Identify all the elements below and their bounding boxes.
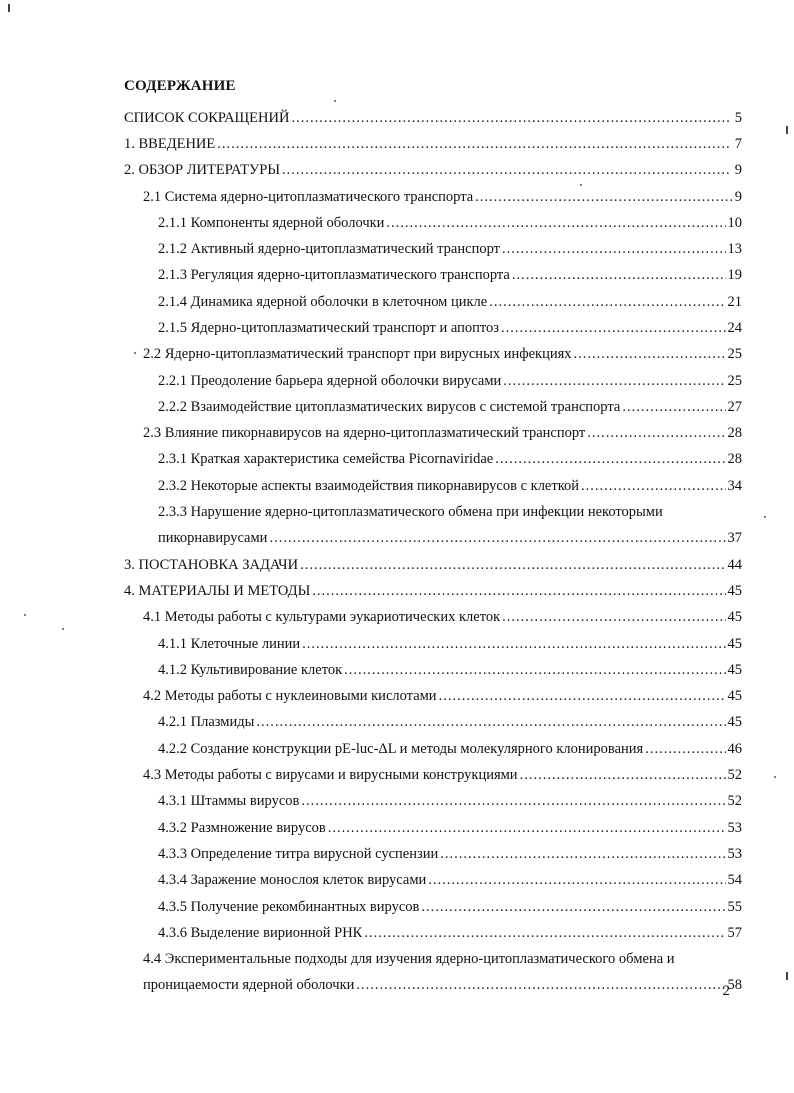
dot-leader [501, 320, 726, 337]
toc-entry-title: 2.1.4 Динамика ядерной оболочки в клеточном цикле [158, 293, 488, 310]
dot-leader [269, 530, 725, 547]
toc-entry-title: 4. МАТЕРИАЛЫ И МЕТОДЫ [124, 582, 311, 599]
toc-entry-page: 45 [727, 635, 742, 652]
toc-entry[interactable] [0, 102, 794, 128]
toc-entry-page: 37 [727, 530, 742, 547]
toc-entry-page: 28 [727, 425, 742, 442]
toc-entry-page: 58 [727, 977, 742, 994]
toc-entry-page: 45 [727, 661, 742, 678]
toc-entry-title: 2.3.2 Некоторые аспекты взаимодействия пикорнавирусов с клеткой [158, 477, 580, 494]
dot-leader [312, 583, 725, 600]
toc-entry-page: 44 [727, 556, 742, 573]
dot-leader [428, 872, 725, 889]
toc-entry[interactable] [0, 391, 794, 417]
scan-artifact [580, 184, 582, 186]
toc-entry[interactable] [0, 339, 794, 365]
toc-entry-title: 2.2.2 Взаимодействие цитоплазматических вирусов с системой транспорта [158, 398, 621, 415]
toc-entry[interactable] [0, 155, 794, 181]
toc-entry[interactable] [0, 786, 794, 812]
dot-leader [503, 373, 725, 390]
toc-entry-title: 4.3.1 Штаммы вирусов [158, 793, 300, 810]
scan-artifact [786, 972, 788, 980]
dot-leader [512, 267, 726, 284]
dot-leader [587, 425, 725, 442]
toc-entry-title: 4.3 Методы работы с вирусами и вирусными конструкциями [143, 767, 518, 784]
toc-entry-page: 53 [727, 819, 742, 836]
toc-entry-page: 28 [727, 451, 742, 468]
toc-entry-page: 21 [727, 293, 742, 310]
toc-entry-page: 55 [727, 898, 742, 915]
toc-entry[interactable] [0, 733, 794, 759]
toc-entry[interactable] [0, 654, 794, 680]
toc-entry[interactable] [0, 891, 794, 917]
page-number: 2 [722, 983, 730, 999]
toc-entry-page: 54 [727, 872, 742, 889]
toc-entry-page: 25 [727, 346, 742, 363]
toc-entry[interactable] [0, 917, 794, 943]
toc-entry[interactable] [0, 233, 794, 259]
toc-entry[interactable] [0, 470, 794, 496]
toc-entry[interactable] [0, 312, 794, 338]
dot-leader [291, 110, 730, 127]
toc-entry[interactable] [0, 838, 794, 864]
toc-entry-page: 27 [727, 398, 742, 415]
toc-entry-title: 2.2 Ядерно-цитоплазматический транспорт при вирусных инфекциях [143, 346, 572, 363]
toc-entry-title: 2.1.3 Регуляция ядерно-цитоплазматического транспорта [158, 267, 510, 284]
dot-leader [302, 636, 725, 653]
toc-heading: СОДЕРЖАНИЕ [124, 78, 236, 94]
toc-entry-title: 2.3.3 Нарушение ядерно-цитоплазматического обмена при инфекции некоторыми [158, 503, 663, 520]
dot-leader [364, 925, 725, 942]
toc-entry[interactable] [0, 759, 794, 785]
toc-entry-page: 52 [727, 767, 742, 784]
toc-entry-title: 2.3.1 Краткая характеристика семейства Picornaviridae [158, 451, 494, 468]
dot-leader [217, 136, 728, 153]
toc-entry-title: 3. ПОСТАНОВКА ЗАДАЧИ [124, 556, 299, 573]
dot-leader [282, 162, 730, 179]
toc-entry-page: 45 [727, 688, 742, 705]
toc-entry-title: 2.2.1 Преодоление барьера ядерной оболочки вирусами [158, 372, 502, 389]
toc-entry[interactable] [0, 286, 794, 312]
toc-entry-continuation: пикорнавирусами [158, 530, 268, 547]
toc-entry-page: 13 [727, 241, 742, 258]
toc-entry[interactable] [0, 418, 794, 444]
toc-entry-wrapped-line[interactable] [0, 496, 794, 522]
scan-artifact [774, 776, 776, 778]
toc-entry-title: 4.3.4 Заражение монослоя клеток вирусами [158, 872, 427, 889]
toc-entry[interactable] [0, 707, 794, 733]
toc-entry-page: 24 [727, 320, 742, 336]
scan-artifact [786, 126, 788, 134]
toc-entry-title: 4.3.2 Размножение вирусов [158, 819, 326, 836]
dot-leader [495, 451, 725, 468]
toc-entry-page: 5 [734, 109, 742, 126]
toc-entry[interactable] [0, 523, 794, 549]
dot-leader [502, 609, 725, 626]
dot-leader [475, 189, 733, 206]
toc-entry-page: 45 [727, 582, 742, 599]
dot-leader [328, 820, 726, 837]
scan-artifact [8, 4, 10, 12]
scan-artifact [334, 100, 336, 102]
toc-entry-page: 57 [727, 924, 742, 941]
toc-entry[interactable] [0, 260, 794, 286]
toc-entry[interactable] [0, 207, 794, 233]
toc-entry-page: 53 [727, 845, 742, 862]
toc-entry-title: 2.1.1 Компоненты ядерной оболочки [158, 214, 385, 231]
toc-entry-title: 2.3 Влияние пикорнавирусов на ядерно-цитоплазматический транспорт [143, 425, 586, 442]
toc-entry-title: 4.3.3 Определение титра вирусной суспензии [158, 845, 439, 862]
dot-leader [356, 977, 725, 994]
toc-entry-title: 2. ОБЗОР ЛИТЕРАТУРЫ [124, 162, 280, 179]
dot-leader [440, 846, 725, 863]
toc-entry-page: 9 [734, 162, 742, 179]
toc-entry[interactable] [0, 812, 794, 838]
scan-artifact [24, 614, 26, 616]
toc-entry-title: 2.1.2 Активный ядерно-цитоплазматический транспорт [158, 241, 500, 258]
toc-entry-title: 2.1.5 Ядерно-цитоплазматический транспорт и апоптоз [158, 320, 499, 336]
toc-entry-title: 1. ВВЕДЕНИЕ [124, 135, 216, 152]
toc-entry-page: 25 [727, 372, 742, 389]
toc-entry-page: 45 [727, 714, 742, 731]
toc-entry-title: 4.1 Методы работы с культурами эукариотических клеток [143, 609, 501, 626]
dot-leader [421, 899, 725, 916]
scan-artifact [764, 516, 766, 518]
scan-artifact [62, 628, 64, 630]
table-of-contents [0, 102, 794, 996]
dot-leader [256, 714, 725, 731]
toc-entry[interactable] [0, 865, 794, 891]
toc-entry[interactable] [0, 970, 794, 996]
toc-entry-page: 34 [727, 477, 742, 494]
toc-entry-page: 45 [727, 609, 742, 626]
toc-entry-title: 4.3.6 Выделение вирионной РНК [158, 924, 363, 941]
scan-artifact [134, 352, 136, 354]
toc-entry-title: 4.3.5 Получение рекомбинантных вирусов [158, 898, 420, 915]
toc-entry-page: 19 [727, 267, 742, 284]
toc-entry-title: 4.2.2 Создание конструкции pE-luc-ΔL и методы молекулярного клонирования [158, 740, 644, 757]
toc-entry[interactable] [0, 681, 794, 707]
dot-leader [520, 767, 726, 784]
toc-entry[interactable] [0, 575, 794, 601]
toc-entry-page: 10 [727, 214, 742, 231]
dot-leader [439, 688, 726, 705]
toc-entry-page: 46 [727, 740, 742, 757]
dot-leader [645, 741, 725, 758]
toc-entry-title: СПИСОК СОКРАЩЕНИЙ [124, 109, 290, 126]
toc-entry-page: 52 [727, 793, 742, 810]
dot-leader [386, 215, 725, 232]
toc-entry-title: 4.2 Методы работы с нуклеиновыми кислотами [143, 688, 437, 705]
toc-entry-continuation: проницаемости ядерной оболочки [143, 977, 355, 994]
toc-entry[interactable] [0, 365, 794, 391]
toc-entry[interactable] [0, 602, 794, 628]
toc-entry[interactable] [0, 628, 794, 654]
dot-leader [301, 793, 725, 810]
toc-entry-title: 4.1.2 Культивирование клеток [158, 661, 343, 678]
toc-entry-title: 4.2.1 Плазмиды [158, 714, 255, 731]
toc-entry[interactable] [0, 549, 794, 575]
dot-leader [502, 241, 726, 258]
toc-entry-title: 2.1 Система ядерно-цитоплазматического транспорта [143, 188, 474, 205]
toc-entry-page: 9 [734, 188, 742, 205]
dot-leader [300, 557, 725, 574]
dot-leader [489, 294, 725, 311]
dot-leader [344, 662, 725, 679]
toc-entry-wrapped-line[interactable] [0, 944, 794, 970]
toc-entry[interactable] [0, 181, 794, 207]
toc-entry[interactable] [0, 444, 794, 470]
toc-entry[interactable] [0, 128, 794, 154]
toc-entry-title: 4.4 Экспериментальные подходы для изучения ядерно-цитоплазматического обмена и [143, 950, 675, 967]
dot-leader [622, 399, 725, 416]
dot-leader [574, 346, 726, 363]
toc-entry-page: 7 [734, 135, 742, 152]
dot-leader [581, 478, 725, 495]
toc-entry-title: 4.1.1 Клеточные линии [158, 635, 301, 652]
